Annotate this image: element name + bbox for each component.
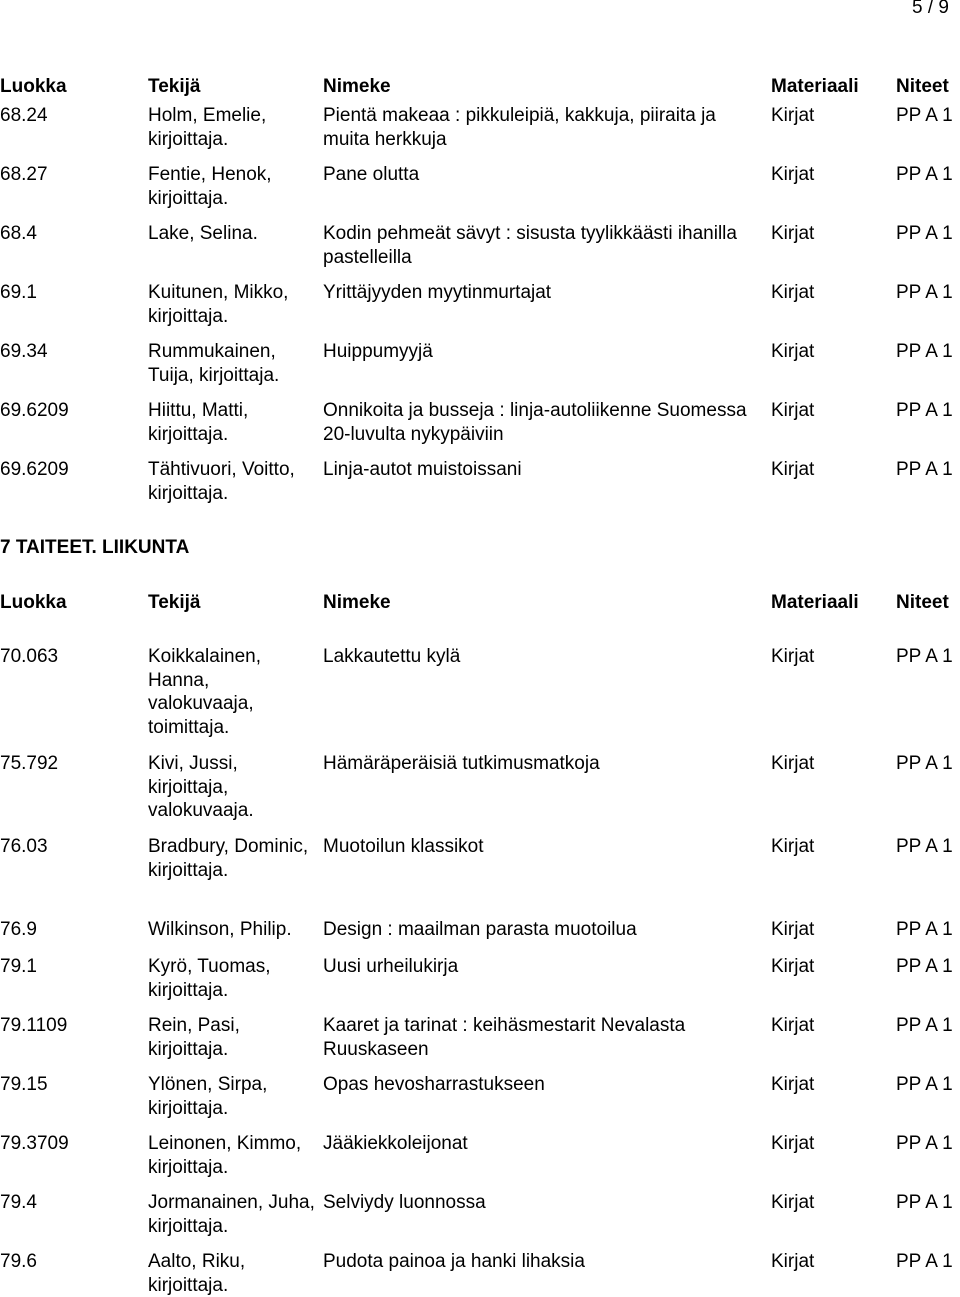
luokka-cell: 68.4	[0, 223, 37, 244]
table-header	[0, 76, 960, 100]
copies-cell: PP A 1	[896, 1133, 953, 1154]
title-cell: Kodin pehmeät sävyt : sisusta tyylikkäästi ihanilla pastelleilla	[323, 223, 737, 268]
material-cell: Kirjat	[771, 646, 815, 667]
author-cell: Jormanainen, Juha, kirjoittaja.	[148, 1192, 315, 1237]
copies-cell: PP A 1	[896, 1192, 953, 1213]
header-materiaali: Materiaali	[771, 592, 859, 613]
author-cell: Kuitunen, Mikko, kirjoittaja.	[148, 282, 289, 327]
copies-cell: PP A 1	[896, 459, 953, 480]
header-luokka: Luokka	[0, 76, 67, 97]
copies-cell: PP A 1	[896, 836, 953, 857]
copies-cell: PP A 1	[896, 1074, 953, 1095]
material-cell: Kirjat	[771, 956, 815, 977]
copies-cell: PP A 1	[896, 956, 953, 977]
title-cell: Pane olutta	[323, 164, 420, 185]
luokka-cell: 69.1	[0, 282, 37, 303]
header-tekija: Tekijä	[148, 76, 201, 97]
author-cell: Hiittu, Matti, kirjoittaja.	[148, 400, 249, 445]
material-cell: Kirjat	[771, 459, 815, 480]
copies-cell: PP A 1	[896, 919, 953, 940]
copies-cell: PP A 1	[896, 1251, 953, 1272]
luokka-cell: 69.34	[0, 341, 48, 362]
copies-cell: PP A 1	[896, 164, 953, 185]
luokka-cell: 76.9	[0, 919, 37, 940]
luokka-cell: 79.3709	[0, 1133, 69, 1154]
title-cell: Huippumyyjä	[323, 341, 433, 362]
header-materiaali: Materiaali	[771, 76, 859, 97]
luokka-cell: 68.24	[0, 105, 48, 126]
title-cell: Muotoilun klassikot	[323, 836, 484, 857]
author-cell: Lake, Selina.	[148, 223, 258, 244]
title-cell: Opas hevosharrastukseen	[323, 1074, 545, 1095]
luokka-cell: 70.063	[0, 646, 59, 667]
luokka-cell: 79.1	[0, 956, 37, 977]
material-cell: Kirjat	[771, 1251, 815, 1272]
title-cell: Jääkiekkoleijonat	[323, 1133, 468, 1154]
title-cell: Lakkautettu kylä	[323, 646, 461, 667]
material-cell: Kirjat	[771, 1133, 815, 1154]
author-cell: Wilkinson, Philip.	[148, 919, 292, 940]
title-cell: Kaaret ja tarinat : keihäsmestarit Nevalasta Ruuskaseen	[323, 1015, 686, 1060]
luokka-cell: 79.15	[0, 1074, 48, 1095]
header-nimeke: Nimeke	[323, 592, 391, 613]
header-luokka: Luokka	[0, 592, 67, 613]
luokka-cell: 69.6209	[0, 459, 69, 480]
copies-cell: PP A 1	[896, 753, 953, 774]
luokka-cell: 76.03	[0, 836, 48, 857]
title-cell: Selviydy luonnossa	[323, 1192, 486, 1213]
author-cell: Bradbury, Dominic, kirjoittaja.	[148, 836, 309, 881]
luokka-cell: 75.792	[0, 753, 59, 774]
title-cell: Linja-autot muistoissani	[323, 459, 522, 480]
title-cell: Pudota painoa ja hanki lihaksia	[323, 1251, 585, 1272]
title-cell: Onnikoita ja busseja : linja-autoliikenne Suomessa 20-luvulta nykypäiviin	[323, 400, 747, 445]
material-cell: Kirjat	[771, 341, 815, 362]
author-cell: Leinonen, Kimmo, kirjoittaja.	[148, 1133, 302, 1178]
section-title: 7 TAITEET. LIIKUNTA	[0, 537, 190, 558]
title-cell: Yrittäjyyden myytinmurtajat	[323, 282, 552, 303]
table-header	[0, 592, 960, 616]
author-cell: Rummukainen, Tuija, kirjoittaja.	[148, 341, 280, 386]
copies-cell: PP A 1	[896, 1015, 953, 1036]
title-cell: Pientä makeaa : pikkuleipiä, kakkuja, piiraita ja muita herkkuja	[323, 105, 716, 150]
copies-cell: PP A 1	[896, 105, 953, 126]
title-cell: Uusi urheilukirja	[323, 956, 459, 977]
author-cell: Fentie, Henok, kirjoittaja.	[148, 164, 272, 209]
header-niteet: Niteet	[896, 592, 949, 613]
copies-cell: PP A 1	[896, 341, 953, 362]
title-cell: Hämäräperäisiä tutkimusmatkoja	[323, 753, 600, 774]
copies-cell: PP A 1	[896, 646, 953, 667]
copies-cell: PP A 1	[896, 223, 953, 244]
author-cell: Aalto, Riku, kirjoittaja.	[148, 1251, 246, 1296]
luokka-cell: 79.4	[0, 1192, 37, 1213]
author-cell: Ylönen, Sirpa, kirjoittaja.	[148, 1074, 268, 1119]
material-cell: Kirjat	[771, 164, 815, 185]
material-cell: Kirjat	[771, 1192, 815, 1213]
header-niteet: Niteet	[896, 76, 949, 97]
author-cell: Holm, Emelie, kirjoittaja.	[148, 105, 267, 150]
material-cell: Kirjat	[771, 1015, 815, 1036]
material-cell: Kirjat	[771, 919, 815, 940]
luokka-cell: 79.6	[0, 1251, 37, 1272]
header-tekija: Tekijä	[148, 592, 201, 613]
header-nimeke: Nimeke	[323, 76, 391, 97]
copies-cell: PP A 1	[896, 400, 953, 421]
material-cell: Kirjat	[771, 223, 815, 244]
material-cell: Kirjat	[771, 836, 815, 857]
material-cell: Kirjat	[771, 1074, 815, 1095]
author-cell: Tähtivuori, Voitto, kirjoittaja.	[148, 459, 295, 504]
page-number: 5 / 9	[912, 0, 949, 18]
luokka-cell: 68.27	[0, 164, 48, 185]
material-cell: Kirjat	[771, 282, 815, 303]
copies-cell: PP A 1	[896, 282, 953, 303]
luokka-cell: 69.6209	[0, 400, 69, 421]
author-cell: Kyrö, Tuomas, kirjoittaja.	[148, 956, 271, 1001]
author-cell: Kivi, Jussi, kirjoittaja, valokuvaaja.	[148, 753, 254, 821]
author-cell: Koikkalainen, Hanna, valokuvaaja, toimittaja.	[148, 646, 262, 738]
luokka-cell: 79.1109	[0, 1015, 68, 1036]
material-cell: Kirjat	[771, 400, 815, 421]
material-cell: Kirjat	[771, 753, 815, 774]
title-cell: Design : maailman parasta muotoilua	[323, 919, 637, 940]
material-cell: Kirjat	[771, 105, 815, 126]
author-cell: Rein, Pasi, kirjoittaja.	[148, 1015, 240, 1060]
